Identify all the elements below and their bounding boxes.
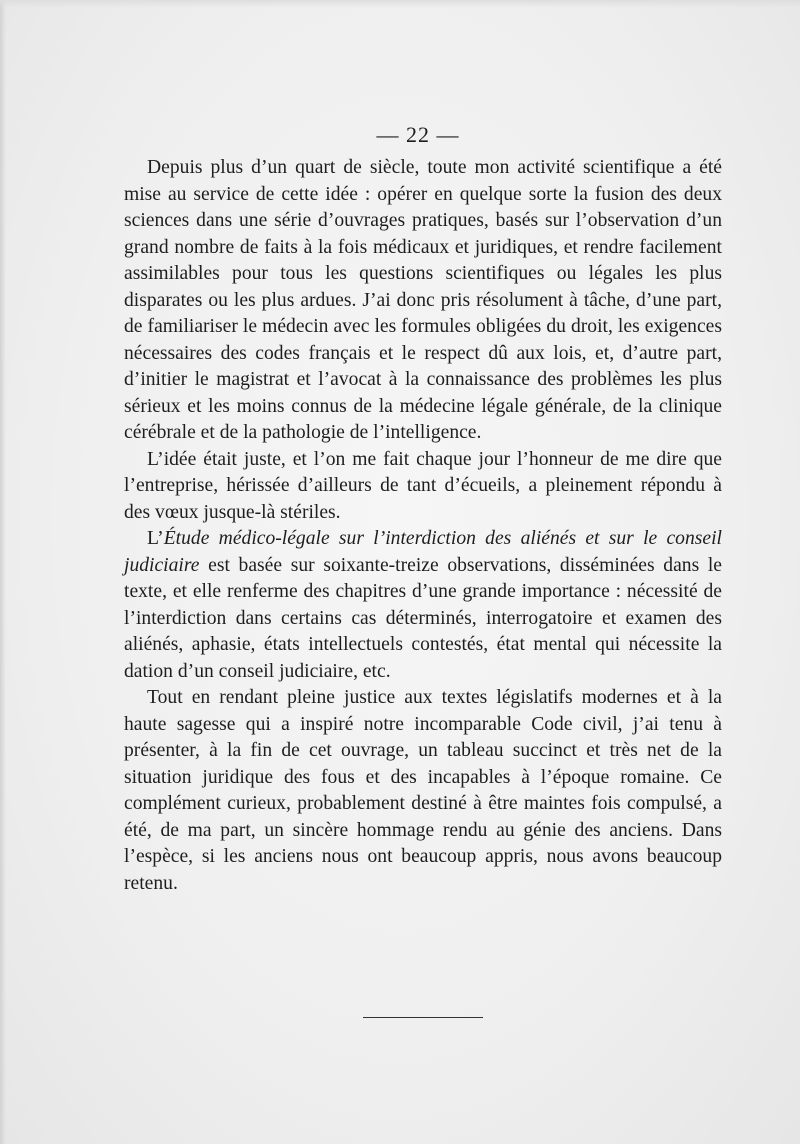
paragraph-3 — [124, 526, 722, 685]
paragraph-2: L’idée était juste, et l’on me fait chaque jour l’honneur de me dire que l’entreprise, hérissée d’ailleurs de tant d’écueils, a pleinement répondu à des vœux jusque-là stériles. — [124, 448, 722, 523]
paragraph-4: Tout en rendant pleine justice aux textes législatifs modernes et à la haute sagesse qui a inspiré notre incomparable Code civil, j’ai tenu à présenter, à la fin de cet ouvrage, un tableau succinct et très net de la situation juridique des fous et des incapables à l’époque romaine. Ce complément curieux, probablement destiné à être maintes fois compulsé, a été, de ma part, un sincère hommage rendu au génie des anciens. Dans l’espèce, si les anciens nous ont beaucoup appris, nous avons beaucoup retenu. — [124, 687, 722, 894]
book-title: Étude médico-légale sur l’interdiction des aliénés et sur le conseil judiciaire — [124, 528, 722, 576]
page-number: — 22 — — [376, 122, 460, 147]
paragraph-3-text: est basée sur soixante-treize observations, disséminées dans le texte, et elle renferme des chapitres d’une grande importance : nécessité de l’interdiction dans certains cas déterminés, interrogatoire et examen des aliénés, aphasie, états intellectuels contestés, état mental qui nécessite la dation d’un conseil judiciaire, etc. — [124, 554, 722, 682]
paragraph-1: Depuis plus d’un quart de siècle, toute mon activité scientifique a été mise au service de cette idée : opérer en quelque sorte la fusion des deux sciences dans une série d’ouvrages pratiques, basés sur l’observation d’un grand nombre de faits à la fois médicaux et juridiques, et rendre facilement assimilables pour tous les questions scientifiques ou légales les plus disparates ou les plus ardues. J’ai donc pris résolument à tâche, d’une part, de familiariser le médecin avec les formules obligées du droit, les exigences nécessaires des codes français et le respect dû aux lois, et, d’autre part, d’initier le magistrat et l’avocat à la connaissance des problèmes les plus sérieux et les moins connus de la médecine légale générale, de la clinique cérébrale et de la pathologie de l’intelligence. — [124, 157, 722, 443]
page-top-edge-shadow — [0, 0, 800, 8]
footer-rule — [363, 1017, 483, 1018]
page-left-edge-shadow — [0, 0, 6, 1144]
body-text — [124, 155, 722, 897]
paragraph-3-lead: L’ — [147, 528, 164, 549]
